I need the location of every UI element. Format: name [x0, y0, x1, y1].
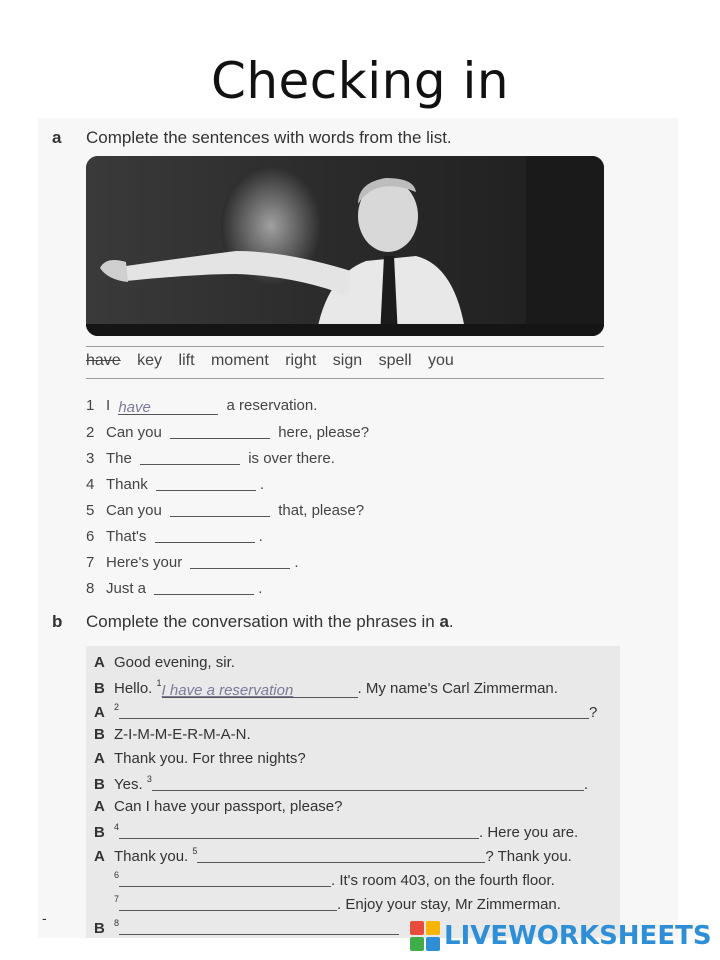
- conversation-line: [94, 894, 561, 913]
- answer-text: have: [118, 399, 151, 416]
- conversation-line: [94, 774, 588, 793]
- sentence-post: that, please?: [278, 502, 365, 519]
- sentence-pre: Can you: [106, 502, 162, 519]
- sentence-number: 3: [86, 450, 95, 467]
- gap-number: 5: [192, 846, 198, 856]
- word-list-item: moment: [210, 352, 269, 369]
- conversation-line: [94, 726, 251, 743]
- line-post: ?: [589, 704, 598, 721]
- word-list-item: sign: [332, 352, 363, 369]
- word-list-item: right: [285, 352, 317, 369]
- conversation-blank-4[interactable]: [119, 823, 479, 839]
- logo-square-red: [410, 921, 424, 935]
- conversation-blank-7[interactable]: [119, 895, 337, 911]
- answer-blank-2[interactable]: [170, 423, 270, 439]
- word-list-item: have: [86, 352, 121, 369]
- sentence-post: here, please?: [278, 424, 370, 441]
- word-list: [86, 352, 604, 370]
- sentence-2: [86, 423, 369, 441]
- conversation-line: [94, 798, 342, 815]
- word-list-item: you: [427, 352, 454, 369]
- conversation-line: [94, 846, 572, 865]
- answer-blank-4[interactable]: [156, 475, 256, 491]
- section-b-letter: b: [52, 612, 63, 631]
- sentence-post: .: [258, 580, 263, 597]
- answer-blank-7[interactable]: [190, 553, 290, 569]
- word-list-item: spell: [378, 352, 412, 369]
- line-text: Can I have your passport, please?: [114, 798, 343, 815]
- sentence-6: [86, 527, 263, 545]
- word-list-item: key: [137, 352, 163, 369]
- sentence-4: [86, 475, 264, 493]
- sentence-1: [86, 397, 317, 415]
- speaker: B: [94, 726, 105, 743]
- answer-blank-1[interactable]: [118, 399, 218, 415]
- line-post: ? Thank you.: [485, 848, 572, 865]
- sentence-post: .: [259, 476, 265, 493]
- worksheet-page: [38, 118, 678, 938]
- line-post: . Enjoy your stay, Mr Zimmerman.: [337, 896, 561, 913]
- word-list-item: lift: [178, 352, 195, 369]
- conversation-line: [94, 702, 597, 721]
- sentence-number: 2: [86, 424, 95, 441]
- conversation-line: [94, 918, 399, 937]
- sentence-post: is over there.: [248, 450, 335, 467]
- line-pre: Thank you.: [114, 848, 189, 865]
- sentence-pre: Can you: [106, 424, 162, 441]
- word-list-bottom-rule: [86, 378, 604, 379]
- gap-number: 1: [156, 678, 162, 688]
- sentence-number: 5: [86, 502, 95, 519]
- speaker: B: [94, 776, 105, 793]
- conversation-blank-8[interactable]: [119, 919, 399, 935]
- speaker: B: [94, 824, 105, 841]
- speaker: B: [94, 920, 105, 937]
- logo-square-green: [410, 937, 424, 951]
- sentence-pre: I: [106, 397, 111, 414]
- sentence-number: 1: [86, 397, 95, 414]
- sentence-3: [86, 449, 335, 467]
- sentence-number: 6: [86, 528, 95, 545]
- liveworksheets-logo-icon: [410, 921, 440, 951]
- answer-blank-6[interactable]: [155, 527, 255, 543]
- line-post: . My name's Carl Zimmerman.: [357, 680, 558, 697]
- sentence-pre: That's: [106, 528, 147, 545]
- conversation-blank-2[interactable]: [119, 703, 589, 719]
- speaker: B: [94, 680, 105, 697]
- conversation-line: [94, 678, 558, 698]
- gap-number: 7: [114, 894, 120, 904]
- sentence-pre: Just a: [106, 580, 147, 597]
- sentence-post: .: [258, 528, 263, 545]
- section-a-letter: a: [52, 128, 62, 147]
- conversation-line: [94, 822, 578, 841]
- line-pre: Hello.: [114, 680, 153, 697]
- conversation-line: [94, 750, 306, 767]
- conversation-blank-5[interactable]: [197, 847, 485, 863]
- liveworksheets-logo-text: LIVEWORKSHEETS: [444, 921, 712, 951]
- line-text: Thank you. For three nights?: [114, 750, 306, 767]
- sentence-post: a reservation.: [226, 397, 318, 414]
- sentence-7: [86, 553, 299, 571]
- section-b-instruction: [86, 612, 454, 632]
- answer-blank-3[interactable]: [140, 449, 240, 465]
- section-b-instruction-text: Complete the conversation with the phrases in: [86, 612, 435, 631]
- word-list-top-rule: [86, 346, 604, 347]
- gap-number: 6: [114, 870, 120, 880]
- conversation-box: [86, 646, 620, 938]
- answer-blank-5[interactable]: [170, 501, 270, 517]
- gap-number: 2: [114, 702, 120, 712]
- sentence-8: [86, 579, 262, 597]
- conversation-answer: I have a reservation: [161, 682, 294, 699]
- sentence-number: 7: [86, 554, 95, 571]
- speaker: A: [94, 848, 105, 865]
- conversation-blank-6[interactable]: [119, 871, 331, 887]
- receptionist-illustration: [86, 156, 604, 336]
- gap-number: 8: [114, 918, 120, 928]
- speaker: A: [94, 704, 105, 721]
- sentence-post: .: [294, 554, 299, 571]
- sentence-number: 4: [86, 476, 95, 493]
- line-post: . It's room 403, on the fourth floor.: [331, 872, 555, 889]
- speaker: A: [94, 750, 105, 767]
- sentence-5: [86, 501, 364, 519]
- liveworksheets-logo[interactable]: [410, 918, 712, 954]
- answer-blank-8[interactable]: [154, 579, 254, 595]
- section-b-instruction-end: .: [448, 612, 454, 631]
- sentence-pre: The: [106, 450, 132, 467]
- conversation-line: [94, 870, 555, 889]
- speaker: A: [94, 798, 105, 815]
- logo-square-yellow: [426, 921, 440, 935]
- section-b-instruction-bold: a: [439, 612, 449, 631]
- conversation-blank-1[interactable]: [162, 682, 358, 698]
- line-post: . Here you are.: [479, 824, 579, 841]
- sentence-number: 8: [86, 580, 95, 597]
- gap-number: 3: [146, 774, 152, 784]
- line-post: .: [583, 776, 588, 793]
- sentence-pre: Here's your: [106, 554, 183, 571]
- margin-mark: -: [42, 910, 47, 926]
- sentence-pre: Thank: [106, 476, 148, 493]
- line-text: Good evening, sir.: [114, 654, 235, 671]
- line-text: Z-I-M-M-E-R-M-A-N.: [114, 726, 251, 743]
- receptionist-photo: [86, 156, 604, 336]
- logo-square-blue: [426, 937, 440, 951]
- page-title: Checking in: [210, 52, 510, 110]
- conversation-blank-3[interactable]: [152, 775, 584, 791]
- section-a-instruction: Complete the sentences with words from the list.: [86, 128, 452, 147]
- line-pre: Yes.: [114, 776, 143, 793]
- conversation-line: [94, 654, 235, 671]
- speaker: A: [94, 654, 105, 671]
- gap-number: 4: [114, 822, 120, 832]
